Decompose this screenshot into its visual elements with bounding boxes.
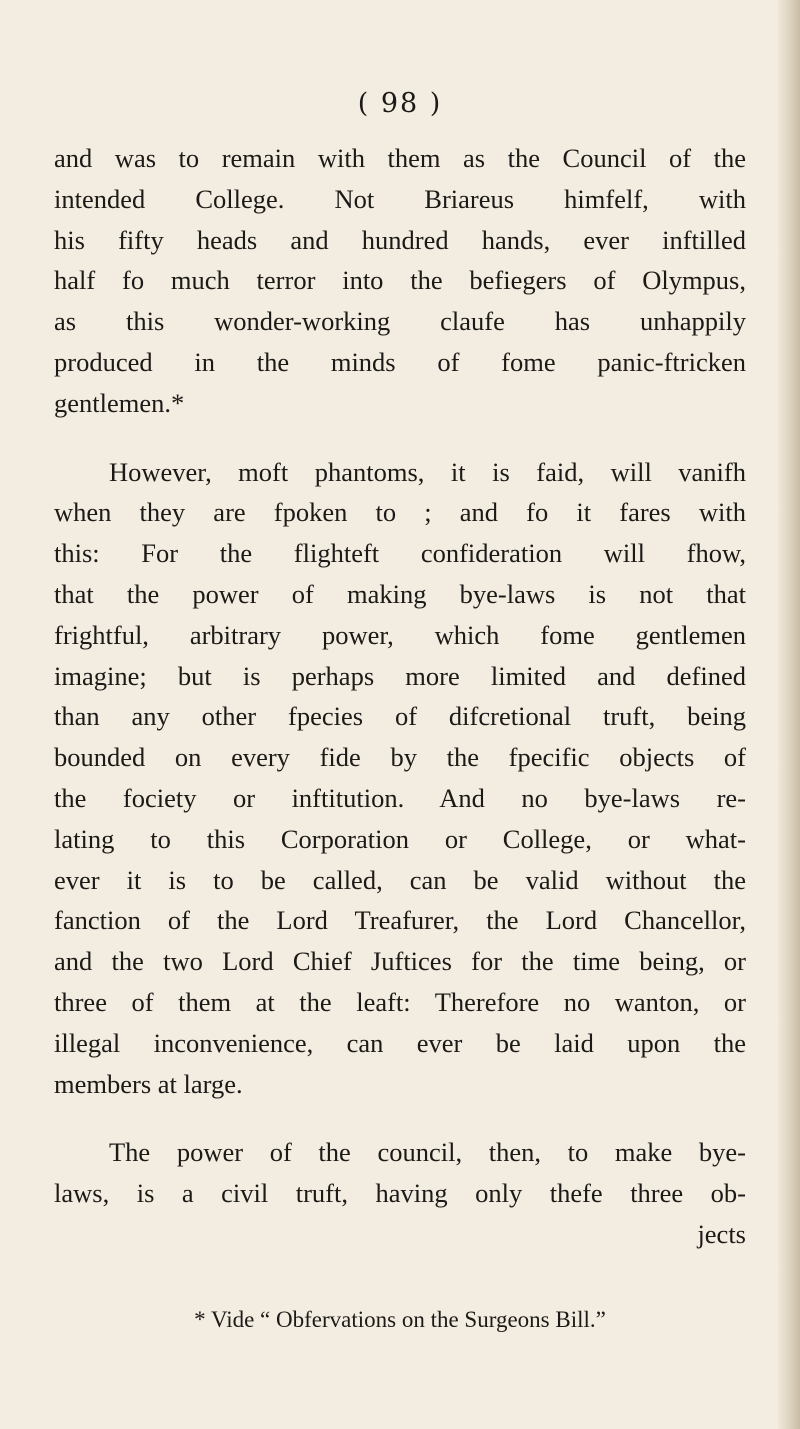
paragraph-1 bbox=[54, 138, 746, 424]
text-line: laws, is a civil truft, having only thefe three ob- bbox=[54, 1178, 746, 1209]
text-line: members at large. bbox=[54, 1068, 243, 1099]
text-line: that the power of making bye-laws is not that bbox=[54, 578, 746, 609]
text-line: illegal inconvenience, can ever be laid upon the bbox=[54, 1027, 746, 1058]
text-line: three of them at the leaft: Therefore no wanton, or bbox=[54, 986, 746, 1017]
text-line: The power of the council, then, to make bye- bbox=[109, 1137, 746, 1168]
text-line: half fo much terror into the befiegers of Olympus, bbox=[54, 265, 746, 296]
text-line: lating to this Corporation or College, or what- bbox=[54, 823, 746, 854]
text-line: bounded on every fide by the fpecific objects of bbox=[54, 742, 746, 773]
paragraph-2 bbox=[54, 452, 746, 1105]
text-line: than any other fpecies of difcretional truft, being bbox=[54, 701, 746, 732]
catchword: jects bbox=[697, 1218, 746, 1249]
text-line: his fifty heads and hundred hands, ever inftilled bbox=[54, 224, 746, 255]
text-line: gentlemen.* bbox=[54, 387, 185, 418]
text-line: when they are fpoken to ; and fo it fares with bbox=[54, 497, 746, 528]
paragraph-gap bbox=[54, 1104, 746, 1132]
text-line: this: For the flighteft confideration will fhow, bbox=[54, 538, 746, 569]
paragraph-3 bbox=[54, 1132, 746, 1254]
text-line: and the two Lord Chief Juftices for the time being, or bbox=[54, 946, 746, 977]
text-line: However, moft phantoms, it is faid, will vanifh bbox=[109, 456, 746, 487]
text-line: produced in the minds of fome panic-ftricken bbox=[54, 346, 746, 377]
page-number: ( 98 ) bbox=[357, 88, 443, 119]
paragraph-gap bbox=[54, 424, 746, 452]
text-line: intended College. Not Briareus himfelf, with bbox=[54, 183, 746, 214]
text-line: the fociety or inftitution. And no bye-laws re- bbox=[54, 782, 746, 813]
footnote: * Vide “ Obfervations on the Surgeons Bill.” bbox=[194, 1307, 606, 1332]
text-line: frightful, arbitrary power, which fome gentlemen bbox=[54, 619, 746, 650]
text-line: as this wonder-working claufe has unhappily bbox=[54, 306, 746, 337]
text-line: ever it is to be called, can be valid without the bbox=[54, 864, 746, 895]
body-text bbox=[54, 138, 746, 1255]
text-line: and was to remain with them as the Council of the bbox=[54, 143, 746, 173]
text-line: fanction of the Lord Treafurer, the Lord Chancellor, bbox=[54, 905, 746, 936]
text-line: imagine; but is perhaps more limited and defined bbox=[54, 660, 746, 691]
